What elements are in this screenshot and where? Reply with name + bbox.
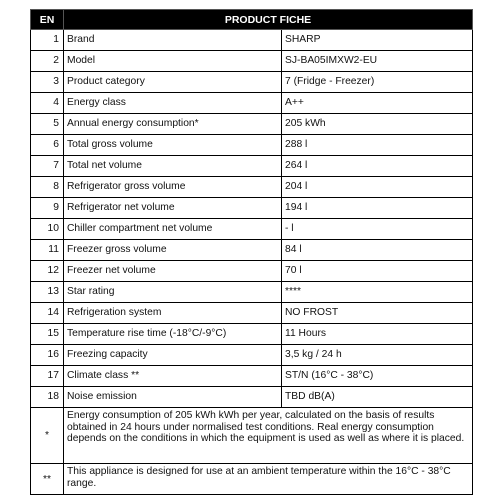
row-value: 11 Hours <box>282 324 473 345</box>
row-value: - l <box>282 219 473 240</box>
row-number: 16 <box>31 345 64 366</box>
table-row <box>31 72 473 93</box>
table-row <box>31 387 473 408</box>
table-row <box>31 135 473 156</box>
row-label: Product category <box>64 72 282 93</box>
row-label: Total net volume <box>64 156 282 177</box>
row-label: Energy class <box>64 93 282 114</box>
rows-body <box>31 30 473 495</box>
row-number: 9 <box>31 198 64 219</box>
table-row <box>31 156 473 177</box>
row-value: 84 l <box>282 240 473 261</box>
table-row <box>31 240 473 261</box>
row-number: 7 <box>31 156 64 177</box>
table-row <box>31 366 473 387</box>
row-value: A++ <box>282 93 473 114</box>
row-value: 204 l <box>282 177 473 198</box>
row-number: 12 <box>31 261 64 282</box>
row-number: 14 <box>31 303 64 324</box>
row-value: 264 l <box>282 156 473 177</box>
row-label: Freezer net volume <box>64 261 282 282</box>
table-row <box>31 261 473 282</box>
row-value: NO FROST <box>282 303 473 324</box>
footnote-row <box>31 408 473 464</box>
row-value: 3,5 kg / 24 h <box>282 345 473 366</box>
row-number: 6 <box>31 135 64 156</box>
table-row <box>31 303 473 324</box>
row-value: ST/N (16°C - 38°C) <box>282 366 473 387</box>
row-label: Temperature rise time (-18°C/-9°C) <box>64 324 282 345</box>
row-label: Chiller compartment net volume <box>64 219 282 240</box>
row-number: 17 <box>31 366 64 387</box>
row-value: SHARP <box>282 30 473 51</box>
row-value: 205 kWh <box>282 114 473 135</box>
row-value: 7 (Fridge - Freezer) <box>282 72 473 93</box>
row-number: 13 <box>31 282 64 303</box>
row-number: 8 <box>31 177 64 198</box>
row-label: Noise emission <box>64 387 282 408</box>
row-number: 18 <box>31 387 64 408</box>
row-label: Total gross volume <box>64 135 282 156</box>
footnote-text: Energy consumption of 205 kWh kWh per year, calculated on the basis of results obtained in 24 hours under normalised test conditions. Real energy consumption depends on the conditions in which the equipment is used as well as where it is placed. <box>64 408 473 464</box>
row-number: 10 <box>31 219 64 240</box>
table-row <box>31 30 473 51</box>
footnote-symbol: ** <box>31 464 64 495</box>
row-label: Climate class ** <box>64 366 282 387</box>
row-number: 1 <box>31 30 64 51</box>
table-row <box>31 219 473 240</box>
row-value: **** <box>282 282 473 303</box>
table-row <box>31 51 473 72</box>
row-label: Annual energy consumption* <box>64 114 282 135</box>
header-row <box>31 10 473 30</box>
table-row <box>31 198 473 219</box>
row-label: Model <box>64 51 282 72</box>
row-number: 5 <box>31 114 64 135</box>
footnote-symbol: * <box>31 408 64 464</box>
row-value: TBD dB(A) <box>282 387 473 408</box>
row-number: 15 <box>31 324 64 345</box>
row-number: 2 <box>31 51 64 72</box>
row-label: Refrigerator gross volume <box>64 177 282 198</box>
row-value: 194 l <box>282 198 473 219</box>
table-row <box>31 177 473 198</box>
language-code: EN <box>31 10 64 30</box>
table-row <box>31 324 473 345</box>
product-fiche-table <box>30 9 473 495</box>
row-value: SJ-BA05IMXW2-EU <box>282 51 473 72</box>
row-label: Refrigerator net volume <box>64 198 282 219</box>
row-number: 11 <box>31 240 64 261</box>
row-label: Freezer gross volume <box>64 240 282 261</box>
row-number: 3 <box>31 72 64 93</box>
footnote-row <box>31 464 473 495</box>
table-row <box>31 93 473 114</box>
footnote-text: This appliance is designed for use at an ambient temperature within the 16°C - 38°C range. <box>64 464 473 495</box>
row-label: Refrigeration system <box>64 303 282 324</box>
row-number: 4 <box>31 93 64 114</box>
row-value: 288 l <box>282 135 473 156</box>
row-label: Brand <box>64 30 282 51</box>
table-row <box>31 114 473 135</box>
row-label: Freezing capacity <box>64 345 282 366</box>
table-row <box>31 345 473 366</box>
row-label: Star rating <box>64 282 282 303</box>
table-title: PRODUCT FICHE <box>64 10 473 30</box>
table-row <box>31 282 473 303</box>
row-value: 70 l <box>282 261 473 282</box>
